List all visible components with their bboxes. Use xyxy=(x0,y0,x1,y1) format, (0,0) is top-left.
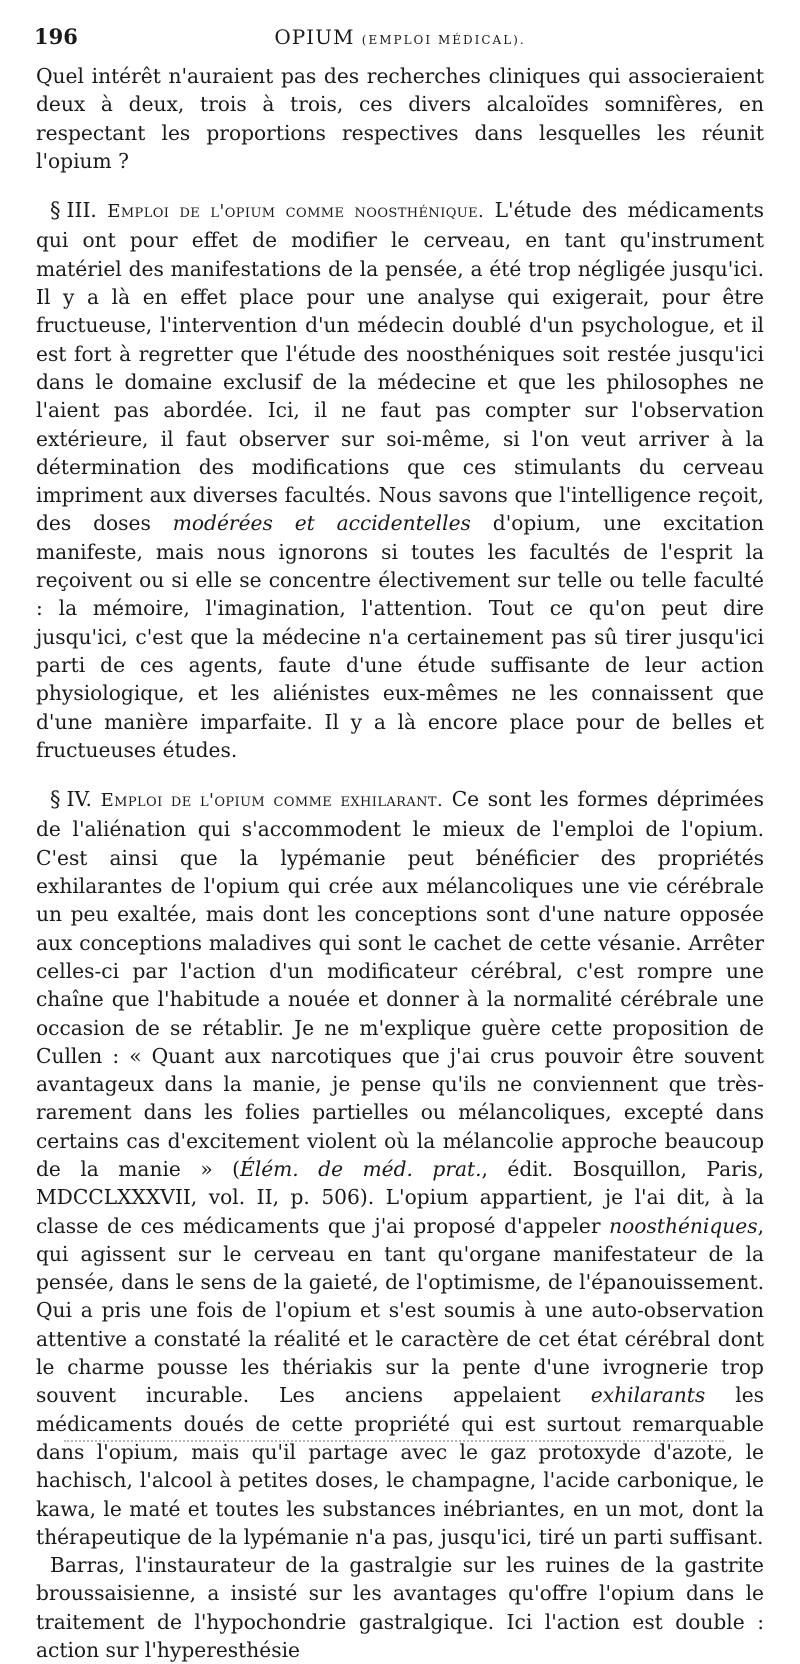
section-text: , édit. Bosquillon, Paris, MDCCLXXXVII, vol. II, p. 506). L'opium appartient, je l'ai dit, à la classe de ces médicaments que j'ai proposé d'appeler xyxy=(36,1156,764,1238)
section-text: L'étude des médicaments qui ont pour effet de modifier le cerveau, en tant qu'instrument matériel des manifestations de la pensée, a été trop négligée jusqu'ici. Il y a là en effet place pour une analyse qui exigerait, pour être fructueuse, l'intervention d'un médecin doublé d'un psychologue, et il est fort à regretter que l'étude des noosthéniques soit restée jusqu'ici dans le domaine exclusif de la médecine et que les philosophes ne l'aient pas abordée. Ici, il ne faut pas compter sur l'observation extérieure, il faut observer sur soi-même, si l'on veut arriver à la détermination des modifications que ces stimulants du cerveau impriment aux diverses facultés. Nous savons que l'intelligence reçoit, des doses xyxy=(36,198,765,536)
italic-term: noosthéniques xyxy=(609,1213,758,1238)
running-head xyxy=(34,22,766,52)
italic-phrase: modérées et accidentelles xyxy=(172,511,471,536)
body-text xyxy=(36,62,764,1664)
section-sign: § xyxy=(50,787,61,812)
running-title-sub: (EMPLOI MÉDICAL). xyxy=(361,33,526,47)
footer-rule xyxy=(64,1440,724,1442)
section-heading: Emploi de l'opium comme noosthénique. xyxy=(107,201,485,223)
paragraph-section-iii xyxy=(36,196,764,764)
running-title xyxy=(34,22,766,55)
section-text: d'opium, une excitation manifeste, mais nous ignorons si toutes les facultés de l'esprit la reçoivent ou si elle se concentre électivement sur telle ou telle faculté : la mémoire, l'imagination, l'attention. Tout ce qu'on peut dire jusqu'ici, c'est que la médecine n'a certainement pas sû tirer jusqu'ici parti de ces agents, faute d'une étude suffisante de leur action physiologique, et les aliénistes eux-mêmes ne les connaissent que d'une manière imparfaite. Il y a là encore place pour de belles et fructueuses études. xyxy=(36,511,765,762)
running-title-main: OPIUM xyxy=(274,25,355,49)
italic-term: exhilarants xyxy=(590,1383,706,1408)
page-number: 196 xyxy=(34,24,78,49)
section-number: III. xyxy=(66,198,97,223)
section-text: Ce sont les formes déprimées de l'aliénation qui s'accommodent le mieux de l'emploi de l'opium. C'est ainsi que la lypémanie peut bénéficier des propriétés exhilarantes de l'opium qui crée aux mélancoliques une vie cérébrale un peu exaltée, mais dont les conceptions sont d'une nature opposée aux conceptions maladives qui sont le cachet de cette vésanie. Arrêter celles-ci par l'action d'un modificateur cérébral, c'est rompre une chaîne que l'habitude a nouée et donner à la normalité cérébrale une occasion de se rétablir. Je ne m'explique guère cette proposition de Cullen : « Quant aux narcotiques que j'ai crus pouvoir être souvent avantageux dans la manie, je pense qu'ils ne conviennent que très-rarement dans les folies partielles ou mélancoliques, excepté dans certains cas d'excitement violent où la mélancolie approche beaucoup de la manie » ( xyxy=(36,787,764,1181)
paragraph-continuation: Barras, l'instaurateur de la gastralgie sur les ruines de la gastrite broussaisienne, a insisté sur les avantages qu'offre l'opium dans le traitement de l'hypochondrie gastralgique. Ici l'action est double : action sur l'hyperesthésie xyxy=(36,1553,764,1663)
paragraph-section-iv xyxy=(36,785,764,1551)
citation-title: Élém. de méd. prat. xyxy=(240,1156,482,1181)
section-heading: Emploi de l'opium comme exhilarant. xyxy=(100,790,444,812)
section-text: , qui agissent sur le cerveau en tant qu'organe manifestateur de la pensée, dans le sens de la gaieté, de l'optimisme, de l'épanouissement. Qui a pris une fois de l'opium et s'est soumis à une auto-observation attentive a constaté la réalité et le caractère de cet état cérébral dont le charme pousse les thériakis sur la pente d'une ivrognerie trop souvent incurable. Les anciens appelaient xyxy=(36,1213,764,1408)
section-number: IV. xyxy=(66,787,92,812)
section-text: les médicaments doués de cette propriété qui est surtout remarquable dans l'opium, mais qu'il partage avec le gaz protoxyde d'azote, le hachisch, l'alcool à petites doses, le champagne, l'acide carbonique, le kawa, le maté et toutes les substances inébriantes, en un mot, dont la thérapeutique de la lypémanie n'a pas, jusqu'ici, tiré un parti suffisant. xyxy=(36,1383,765,1549)
section-sign: § xyxy=(50,198,61,223)
paragraph-intro: Quel intérêt n'auraient pas des recherches cliniques qui associeraient deux à deux, trois à trois, ces divers alcaloïdes somnifères, en respectant les proportions respectives dans lesquelles les réunit l'opium ? xyxy=(36,64,764,173)
